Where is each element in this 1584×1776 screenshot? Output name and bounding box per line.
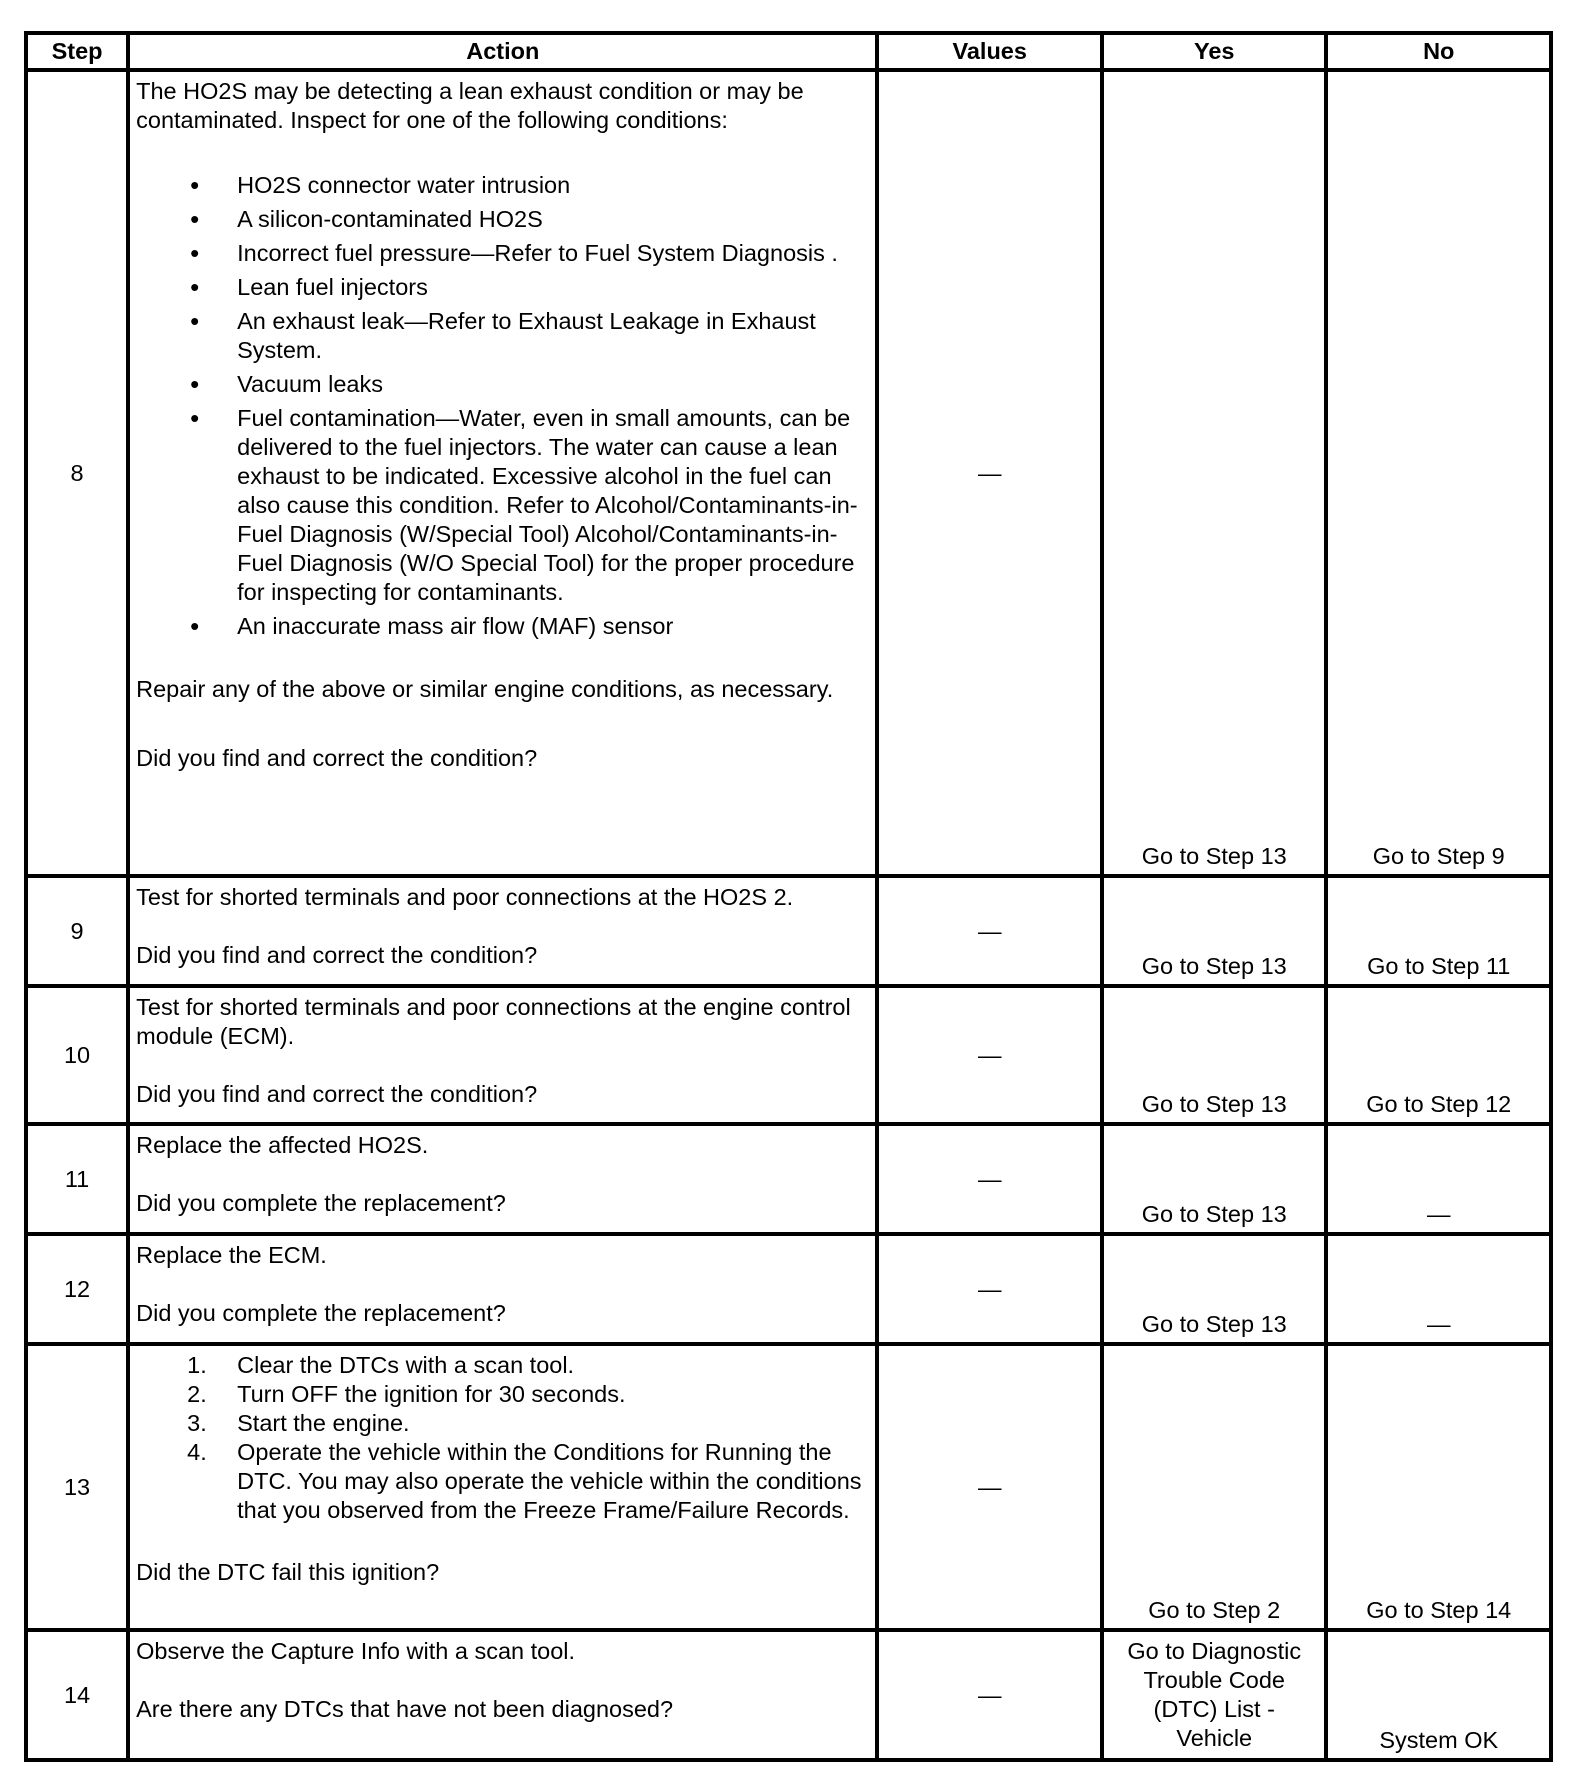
no-cell: System OK — [1326, 1630, 1551, 1760]
step-number: 9 — [26, 876, 128, 986]
step-number: 8 — [26, 70, 128, 876]
action-cell — [128, 1630, 877, 1760]
list-item: • An inaccurate mass air flow (MAF) sensor — [136, 612, 867, 641]
list-item: • Vacuum leaks — [136, 370, 867, 399]
yes-cell: Go to Step 13 — [1102, 1234, 1327, 1344]
action-question: Did you complete the replacement? — [136, 1190, 506, 1216]
action-question: Did you find and correct the condition? — [136, 1081, 538, 1107]
action-instruction: Test for shorted terminals and poor connections at the HO2S 2. — [136, 884, 794, 910]
table-row — [26, 70, 1551, 876]
step-number: 14 — [26, 1630, 128, 1760]
step-number: 11 — [26, 1124, 128, 1234]
yes-cell: Go to Step 13 — [1102, 876, 1327, 986]
action-question: Did you complete the replacement? — [136, 1300, 506, 1326]
condition-list — [136, 171, 867, 641]
table-row — [26, 1344, 1551, 1630]
no-cell: — — [1326, 1234, 1551, 1344]
list-item: • A silicon-contaminated HO2S — [136, 205, 867, 234]
list-item: • HO2S connector water intrusion — [136, 171, 867, 200]
list-item — [136, 1351, 867, 1380]
yes-cell: Go to Step 13 — [1102, 986, 1327, 1124]
action-instruction: Replace the affected HO2S. — [136, 1132, 429, 1158]
list-text: Start the engine. — [237, 1410, 410, 1436]
action-intro: The HO2S may be detecting a lean exhaust condition or may be contaminated. Inspect for one of the following conditions: — [136, 78, 804, 133]
values-cell: — — [877, 1344, 1102, 1630]
values-cell: — — [877, 70, 1102, 876]
action-cell — [128, 1344, 877, 1630]
no-cell: — — [1326, 1124, 1551, 1234]
list-item: • Fuel contamination—Water, even in small amounts, can be delivered to the fuel injectors. The water can cause a lean exhaust to be indicated. Excessive alcohol in the fuel can also cause this condition. Refer to Alcohol/Contaminants-in-Fuel Diagnosis (W/Special Tool) Alcohol/Contaminants-in-Fuel Diagnosis (W/O Special Tool) for the proper procedure for inspecting for contaminants. — [136, 404, 867, 607]
action-cell — [128, 1124, 877, 1234]
header-row — [26, 33, 1551, 70]
list-item: • Incorrect fuel pressure—Refer to Fuel System Diagnosis . — [136, 239, 867, 268]
yes-cell: Go to Step 13 — [1102, 70, 1327, 876]
no-cell: Go to Step 11 — [1326, 876, 1551, 986]
list-item — [136, 1380, 867, 1409]
procedure-list — [136, 1351, 867, 1525]
list-number: 4. — [187, 1439, 207, 1465]
list-text: Clear the DTCs with a scan tool. — [237, 1352, 575, 1378]
list-number: 1. — [187, 1352, 207, 1378]
list-item: • An exhaust leak—Refer to Exhaust Leakage in Exhaust System. — [136, 307, 867, 365]
list-text: Operate the vehicle within the Conditions for Running the DTC. You may also operate the vehicle within the conditions that you observed from the Freeze Frame/Failure Records. — [237, 1439, 862, 1523]
yes-cell: Go to Step 2 — [1102, 1344, 1327, 1630]
step-number: 13 — [26, 1344, 128, 1630]
values-cell: — — [877, 986, 1102, 1124]
yes-cell: Go to Step 13 — [1102, 1124, 1327, 1234]
action-instruction: Observe the Capture Info with a scan tool. — [136, 1638, 576, 1664]
step-number: 10 — [26, 986, 128, 1124]
list-item — [136, 1409, 867, 1438]
list-number: 3. — [187, 1410, 207, 1436]
action-instruction: Replace the ECM. — [136, 1242, 327, 1268]
action-cell — [128, 70, 877, 876]
table-row — [26, 876, 1551, 986]
step-number: 12 — [26, 1234, 128, 1344]
values-cell: — — [877, 1124, 1102, 1234]
header-step: Step — [26, 33, 128, 70]
diagnostic-table — [24, 31, 1553, 1762]
action-question: Did you find and correct the condition? — [136, 942, 538, 968]
list-number: 2. — [187, 1381, 207, 1407]
action-question: Did you find and correct the condition? — [136, 745, 538, 771]
action-repair: Repair any of the above or similar engine conditions, as necessary. — [136, 676, 834, 702]
action-cell — [128, 986, 877, 1124]
list-item — [136, 1438, 867, 1525]
action-instruction: Test for shorted terminals and poor connections at the engine control module (ECM). — [136, 994, 851, 1049]
no-cell: Go to Step 12 — [1326, 986, 1551, 1124]
action-cell — [128, 876, 877, 986]
table-row — [26, 1124, 1551, 1234]
header-yes: Yes — [1102, 33, 1327, 70]
values-cell: — — [877, 1630, 1102, 1760]
list-text: Turn OFF the ignition for 30 seconds. — [237, 1381, 626, 1407]
action-cell — [128, 1234, 877, 1344]
values-cell: — — [877, 876, 1102, 986]
action-question: Are there any DTCs that have not been diagnosed? — [136, 1696, 674, 1722]
table-row — [26, 1630, 1551, 1760]
list-item: • Lean fuel injectors — [136, 273, 867, 302]
no-cell: Go to Step 9 — [1326, 70, 1551, 876]
header-values: Values — [877, 33, 1102, 70]
header-no: No — [1326, 33, 1551, 70]
header-action: Action — [128, 33, 877, 70]
no-cell: Go to Step 14 — [1326, 1344, 1551, 1630]
action-question: Did the DTC fail this ignition? — [136, 1559, 440, 1585]
table-row — [26, 1234, 1551, 1344]
yes-cell: Go to Diagnostic Trouble Code (DTC) List - Vehicle — [1102, 1630, 1327, 1760]
table-row — [26, 986, 1551, 1124]
values-cell: — — [877, 1234, 1102, 1344]
